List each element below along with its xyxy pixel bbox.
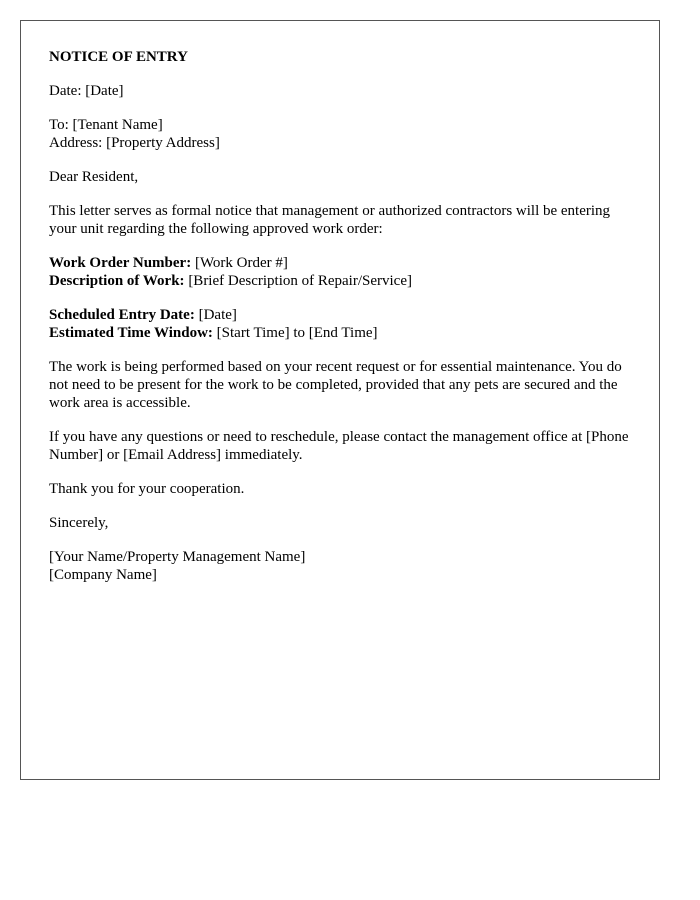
entry-date-line (49, 306, 639, 324)
entry-date-label: Scheduled Entry Date: (49, 307, 195, 323)
time-window-label: Estimated Time Window: (49, 325, 213, 341)
address-line: Address: [Property Address] (49, 135, 220, 151)
work-description-line (49, 272, 639, 290)
work-details-paragraph: The work is being performed based on your recent request or for essential maintenance. You do not need to be present for the work to be completed, provided that any pets are secured and the work area is accessible. (49, 359, 622, 411)
schedule-block (49, 306, 639, 342)
contact-paragraph: If you have any questions or need to reschedule, please contact the management office at [Phone Number] or [Email Address] immediately. (49, 429, 629, 463)
entry-date-value: [Date] (194, 307, 237, 323)
closing-line: Sincerely, (49, 515, 109, 531)
signature-company: [Company Name] (49, 567, 157, 583)
time-window-line (49, 324, 639, 342)
signature-block (49, 548, 639, 584)
work-order-number-label: Work Order Number: (49, 255, 192, 271)
letter-body (49, 48, 639, 600)
work-description-value: [Brief Description of Repair/Service] (184, 273, 412, 289)
recipient-block (49, 116, 639, 152)
thanks-line: Thank you for your cooperation. (49, 481, 245, 497)
time-window-value: [Start Time] to [End Time] (212, 325, 378, 341)
to-line: To: [Tenant Name] (49, 117, 163, 133)
work-order-number-value: [Work Order #] (191, 255, 288, 271)
intro-paragraph: This letter serves as formal notice that management or authorized contractors will be entering your unit regarding the following approved work order: (49, 203, 611, 237)
date-line: Date: [Date] (49, 83, 124, 99)
salutation: Dear Resident, (49, 169, 139, 185)
work-order-block (49, 254, 639, 290)
signature-name: [Your Name/Property Management Name] (49, 549, 306, 565)
work-description-label: Description of Work: (49, 273, 185, 289)
work-order-number-line (49, 254, 639, 272)
letter-title: NOTICE OF ENTRY (49, 49, 188, 65)
